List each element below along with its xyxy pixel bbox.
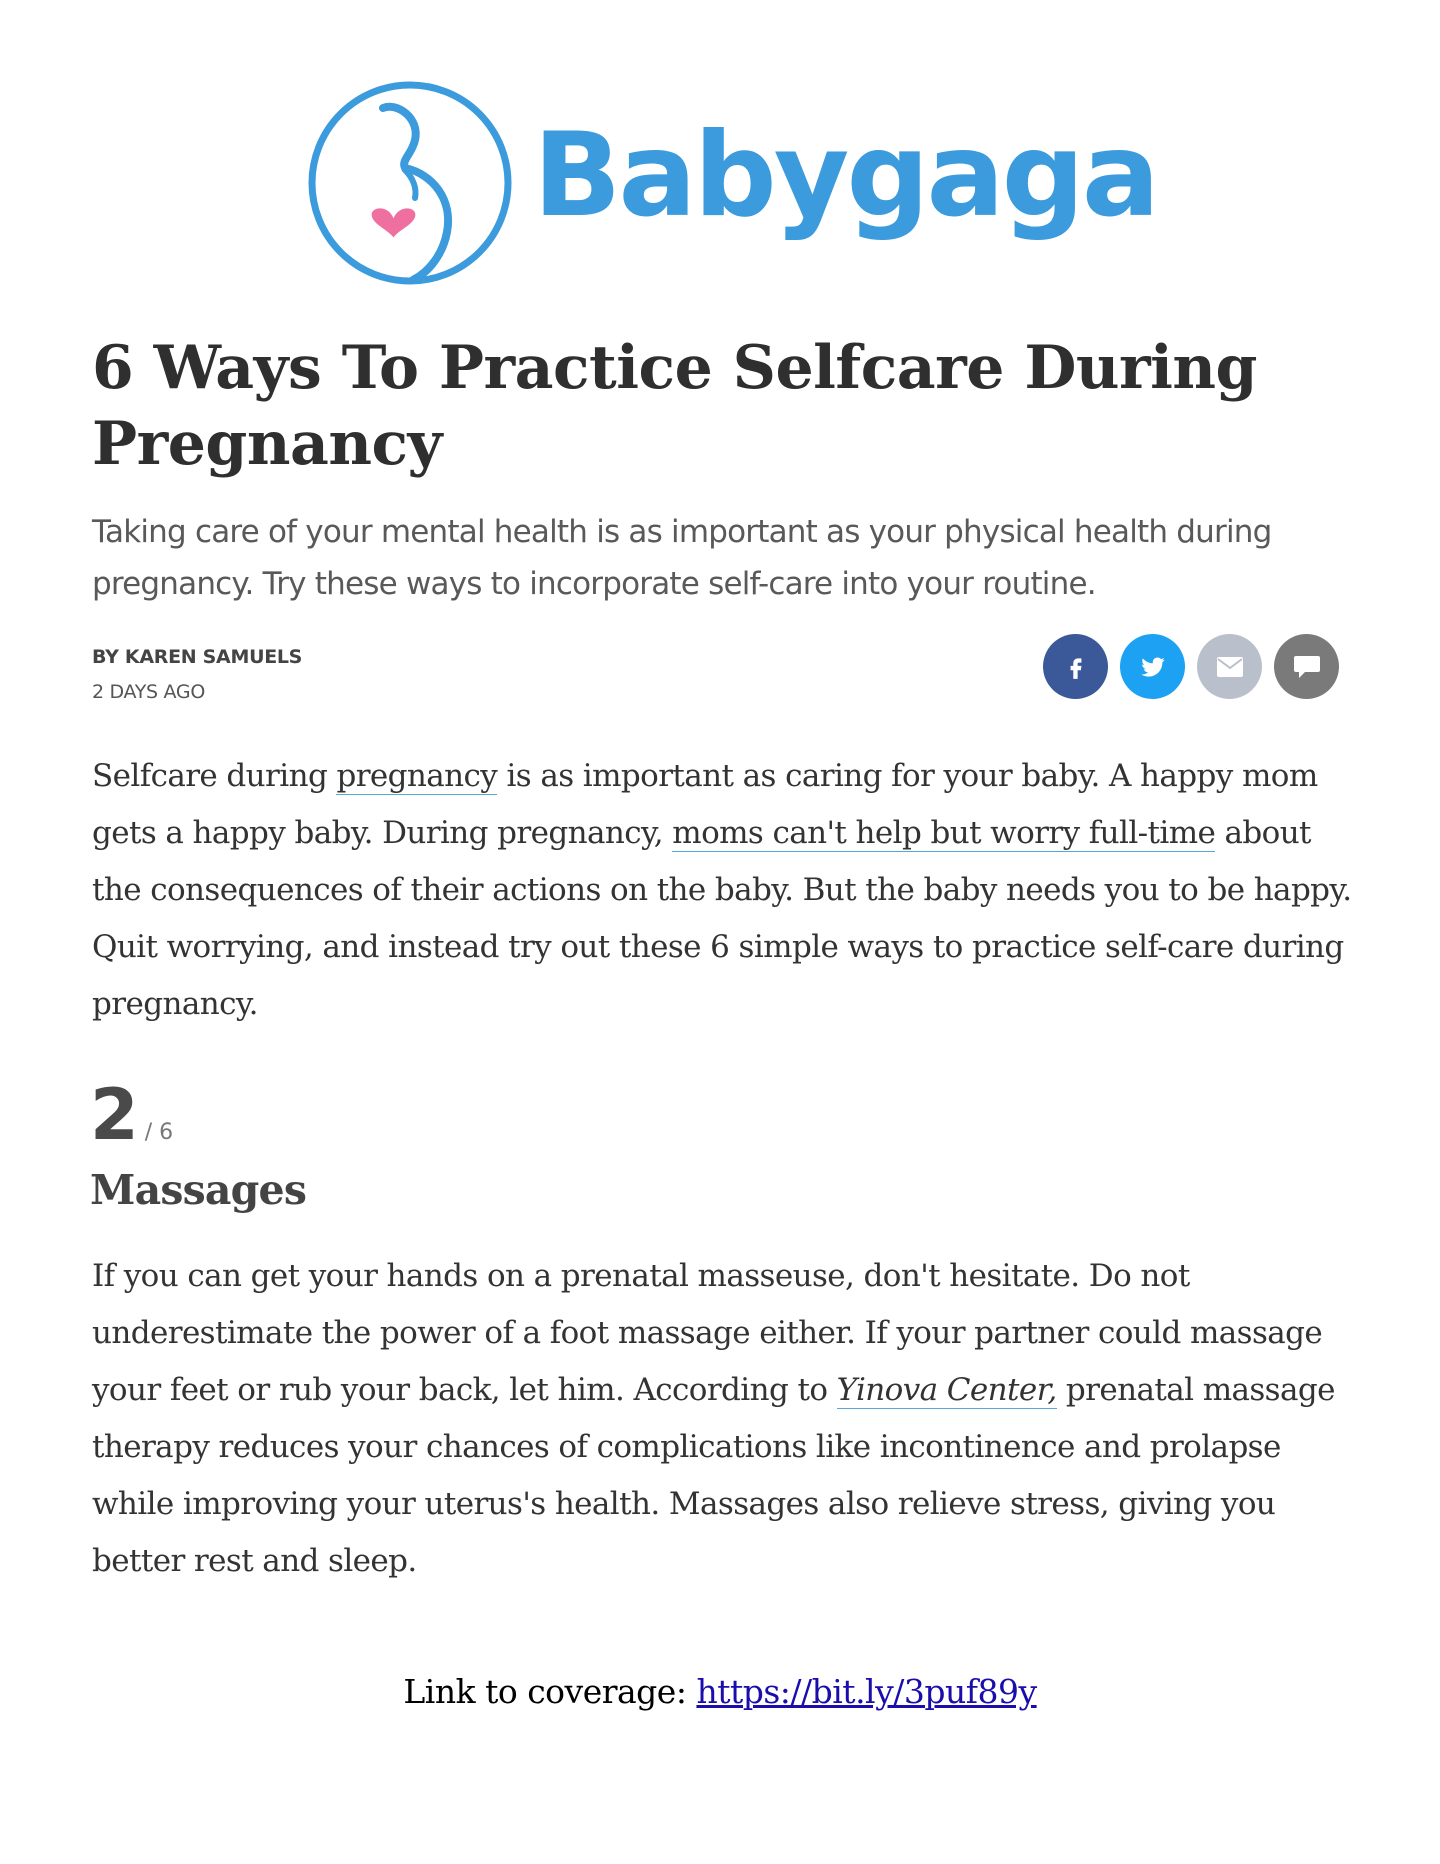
facebook-icon bbox=[1063, 654, 1089, 680]
slide-text-2: prenatal massage therapy reduces your chances of complications like incontinence and prolapse while improving your uterus's health. Massages also relieve stress, giving you better rest and sleep. bbox=[92, 1372, 1335, 1579]
slide-total: / 6 bbox=[144, 1120, 174, 1145]
article-title: 6 Ways To Practice Selfcare During Pregnancy bbox=[92, 333, 1257, 479]
slide-current: 2 bbox=[90, 1074, 137, 1156]
facebook-share-button[interactable] bbox=[1043, 634, 1108, 699]
article-dek: Taking care of your mental health is as important as your physical health during pregnancy. Try these ways to incorporate self-care into your routine. bbox=[92, 514, 1272, 602]
comment-button[interactable] bbox=[1274, 634, 1339, 699]
coverage-link[interactable]: https://bit.ly/3puf89y bbox=[696, 1672, 1037, 1711]
yinova-link[interactable]: Yinova Center, bbox=[836, 1372, 1057, 1408]
coverage-line bbox=[0, 1672, 1440, 1711]
author-name[interactable]: BY KAREN SAMUELS bbox=[92, 646, 303, 668]
intro-text-1: Selfcare during bbox=[92, 758, 337, 794]
intro-text-2: is as important as caring for your baby. A happy mom gets a happy baby. During pregnancy, bbox=[92, 758, 1318, 851]
twitter-icon bbox=[1139, 653, 1167, 681]
brand-logo[interactable] bbox=[305, 78, 1157, 286]
slide-counter bbox=[90, 1074, 174, 1156]
twitter-share-button[interactable] bbox=[1120, 634, 1185, 699]
email-icon bbox=[1216, 656, 1244, 678]
byline bbox=[92, 640, 302, 710]
slide-text-1: If you can get your hands on a prenatal masseuse, don't hesitate. Do not underestimate the power of a foot massage either. If your partner could massage your feet or rub your back, let him. According to bbox=[92, 1258, 1323, 1408]
intro-text-3: about the consequences of their actions on the baby. But the baby needs you to be happy. Quit worrying, and instead try out these 6 simple ways to practice self-care during pregnancy. bbox=[92, 815, 1352, 1022]
coverage-label: Link to coverage: bbox=[403, 1672, 697, 1711]
brand-name: Babygaga bbox=[533, 108, 1157, 243]
slide-heading: Massages bbox=[90, 1166, 307, 1214]
worry-link[interactable]: moms can't help but worry full-time bbox=[672, 815, 1216, 851]
publish-date: 2 DAYS AGO bbox=[92, 681, 205, 703]
pregnancy-link[interactable]: pregnancy bbox=[336, 758, 498, 794]
comment-icon bbox=[1293, 654, 1321, 680]
slide-paragraph bbox=[92, 1248, 1362, 1590]
pregnant-silhouette-heart-icon bbox=[305, 78, 515, 288]
email-share-button[interactable] bbox=[1197, 634, 1262, 699]
share-bar bbox=[1043, 634, 1339, 699]
intro-paragraph bbox=[92, 748, 1362, 1033]
